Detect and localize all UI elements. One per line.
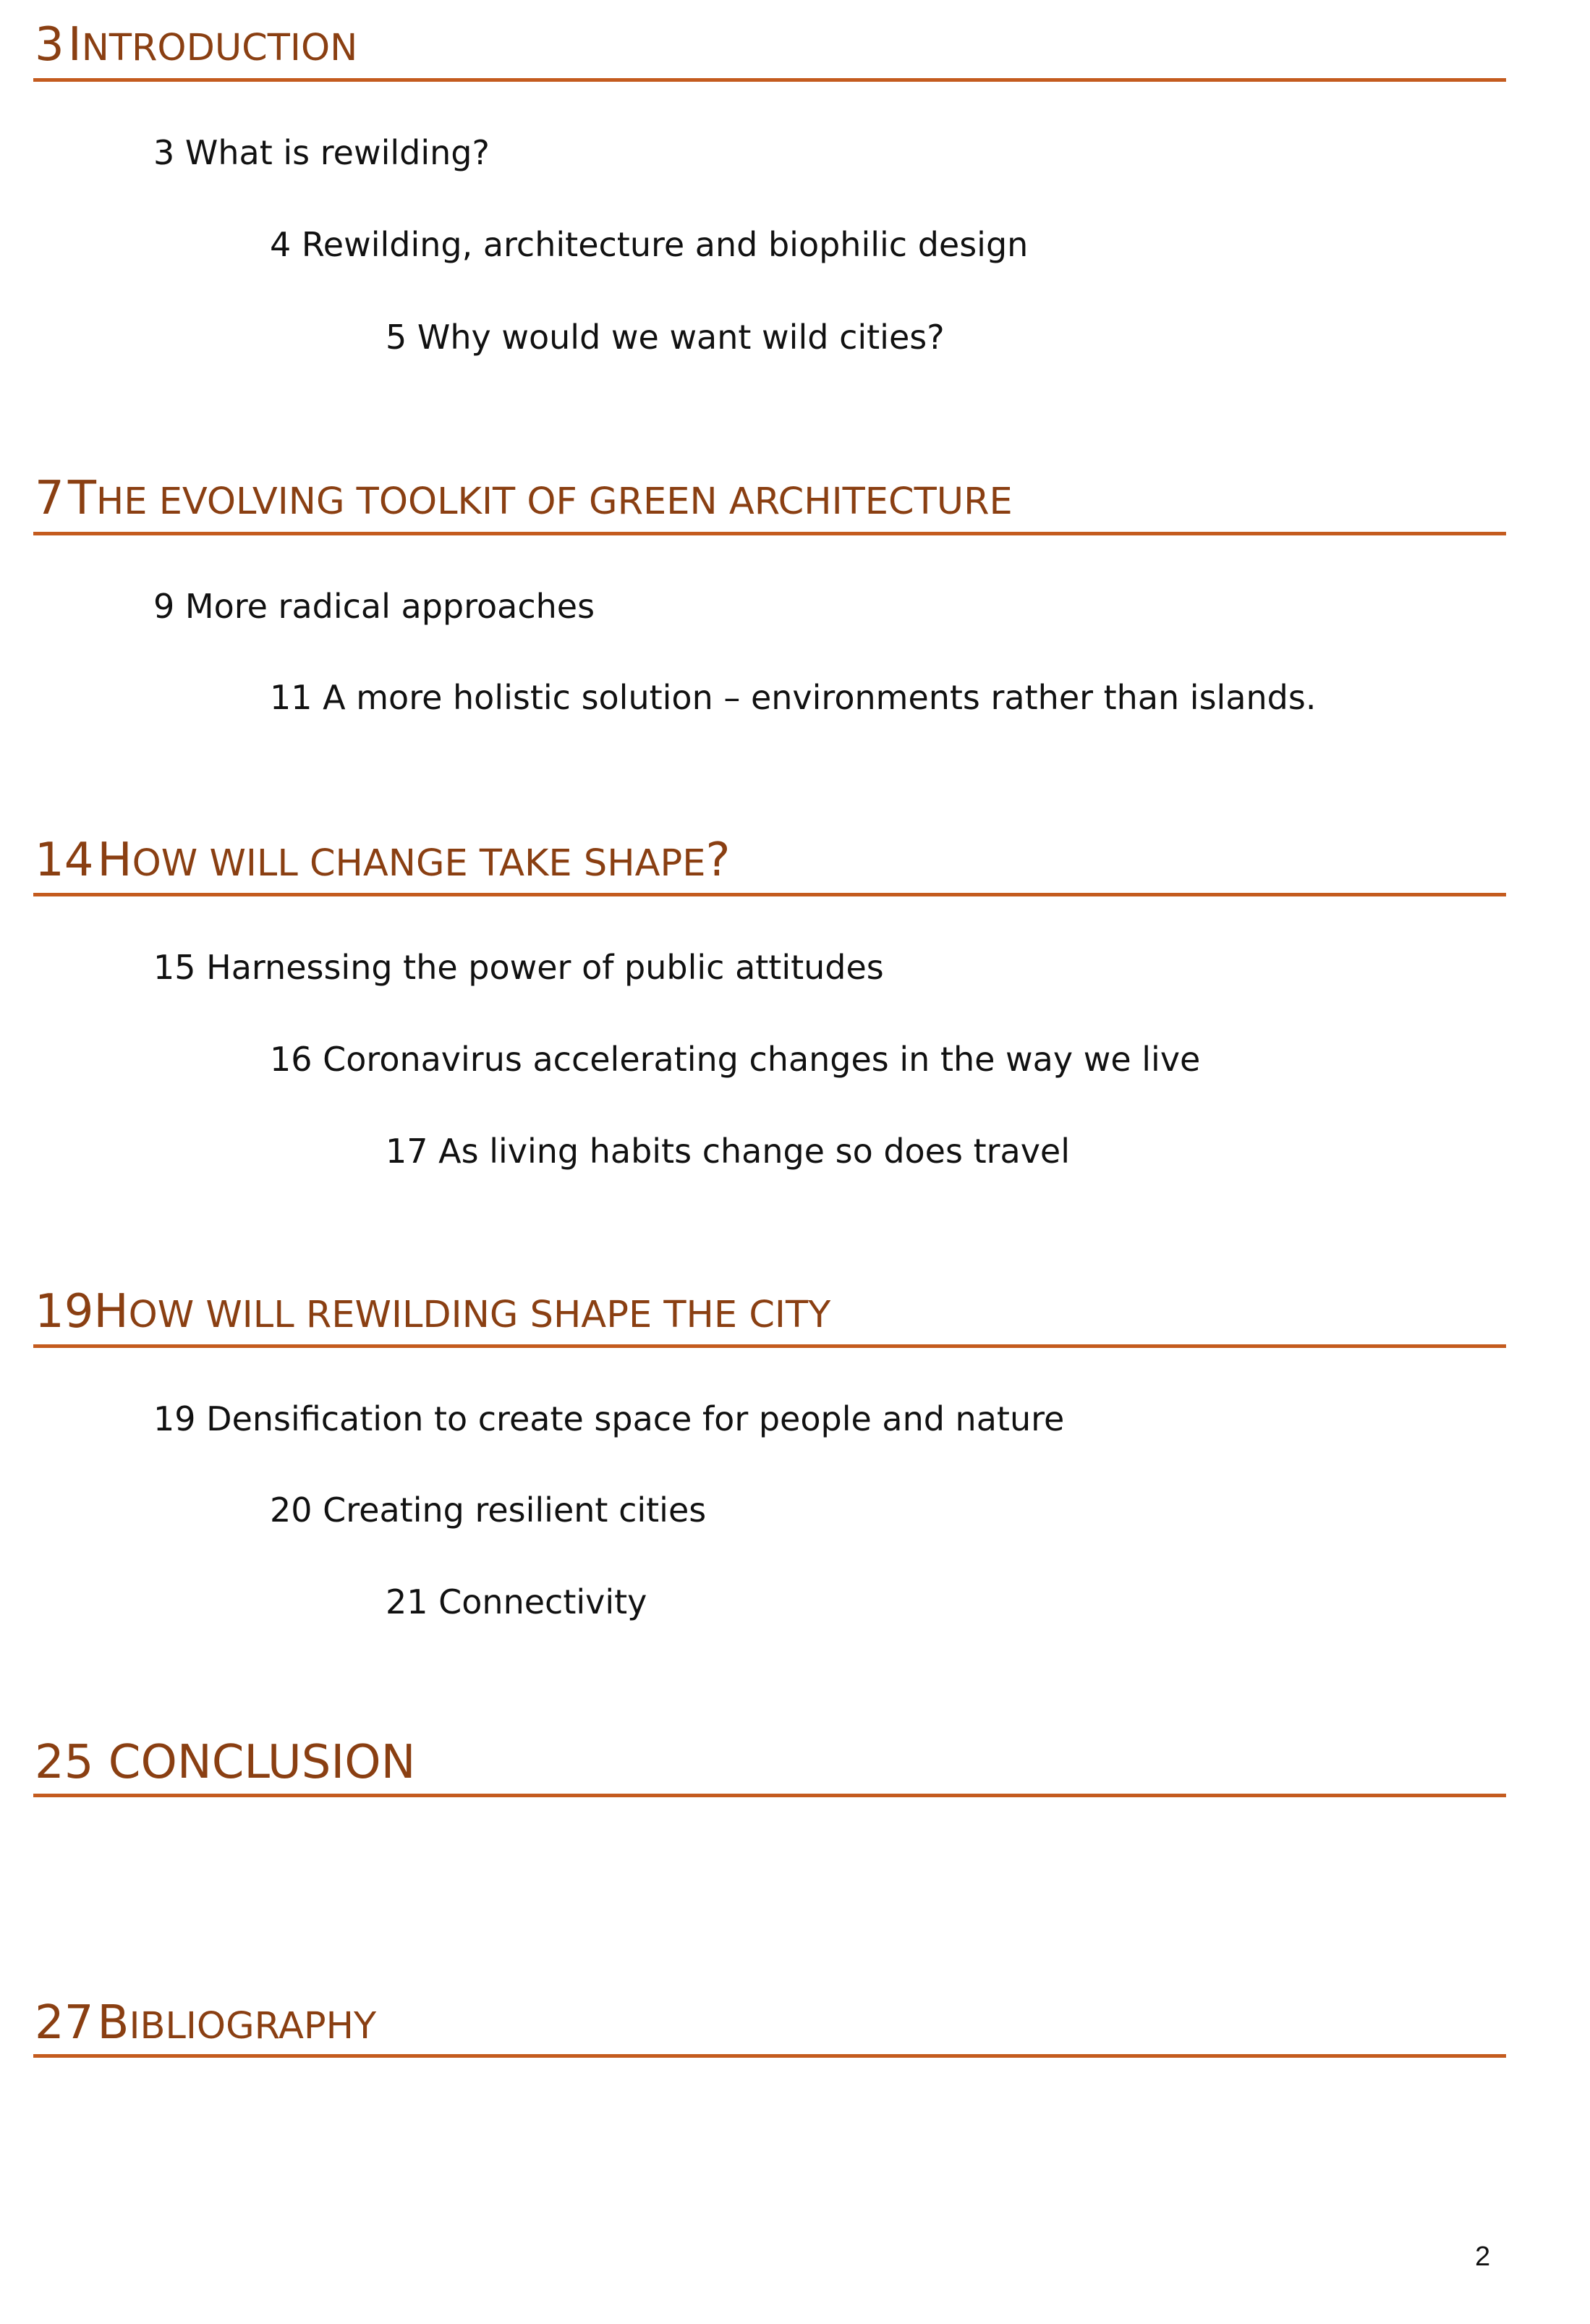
heading-initial: T bbox=[67, 472, 96, 525]
heading-number: 27 bbox=[35, 1996, 94, 2050]
toc-entry[interactable]: 21 Connectivity bbox=[386, 1582, 647, 1621]
toc-heading-introduction[interactable] bbox=[35, 18, 1505, 72]
heading-rule bbox=[33, 1794, 1506, 1797]
toc-heading-green-architecture[interactable] bbox=[35, 472, 1505, 525]
heading-initial: H bbox=[97, 834, 132, 887]
toc-entry[interactable]: 9 More radical approaches bbox=[153, 587, 595, 626]
heading-rule bbox=[33, 2054, 1506, 2058]
heading-rest: OW WILL CHANGE TAKE SHAPE bbox=[132, 842, 706, 885]
toc-heading-conclusion[interactable] bbox=[35, 1736, 1505, 1789]
toc-entry[interactable]: 19 Densification to create space for people and nature bbox=[153, 1399, 1065, 1438]
toc-heading-bibliography[interactable] bbox=[35, 1996, 1505, 2050]
heading-rule bbox=[33, 78, 1506, 82]
toc-entry[interactable]: 4 Rewilding, architecture and biophilic design bbox=[270, 225, 1029, 264]
heading-number: 3 bbox=[35, 18, 64, 72]
toc-entry[interactable]: 16 Coronavirus accelerating changes in the way we live bbox=[270, 1040, 1201, 1079]
heading-initial: I bbox=[67, 18, 82, 72]
heading-rest: HE EVOLVING TOOLKIT OF GREEN ARCHITECTURE bbox=[95, 480, 1013, 523]
heading-initial: B bbox=[97, 1996, 129, 2050]
heading-number: 14 bbox=[35, 834, 94, 887]
heading-rest: IBLIOGRAPHY bbox=[129, 2005, 377, 2048]
toc-entry[interactable]: 17 As living habits change so does travel bbox=[386, 1132, 1071, 1171]
heading-question-mark: ? bbox=[705, 834, 731, 887]
toc-heading-change[interactable] bbox=[35, 834, 1505, 887]
heading-rule bbox=[33, 1344, 1506, 1348]
heading-title: 25 CONCLUSION bbox=[35, 1736, 416, 1789]
heading-rule bbox=[33, 893, 1506, 896]
toc-entry[interactable]: 20 Creating resilient cities bbox=[270, 1490, 707, 1530]
toc-heading-rewilding-city[interactable] bbox=[35, 1285, 1505, 1339]
heading-rest: OW WILL REWILDING SHAPE THE CITY bbox=[128, 1294, 831, 1336]
heading-initial: H bbox=[93, 1285, 129, 1339]
heading-number: 19 bbox=[35, 1285, 94, 1339]
heading-rest: NTRODUCTION bbox=[81, 27, 358, 69]
toc-entry[interactable]: 15 Harnessing the power of public attitudes bbox=[153, 948, 884, 987]
page-number: 2 bbox=[1475, 2242, 1491, 2272]
toc-entry[interactable]: 11 A more holistic solution – environments rather than islands. bbox=[270, 678, 1317, 717]
heading-rule bbox=[33, 532, 1506, 535]
toc-entry[interactable]: 5 Why would we want wild cities? bbox=[386, 318, 945, 357]
toc-entry[interactable]: 3 What is rewilding? bbox=[153, 133, 490, 172]
heading-number: 7 bbox=[35, 472, 64, 525]
